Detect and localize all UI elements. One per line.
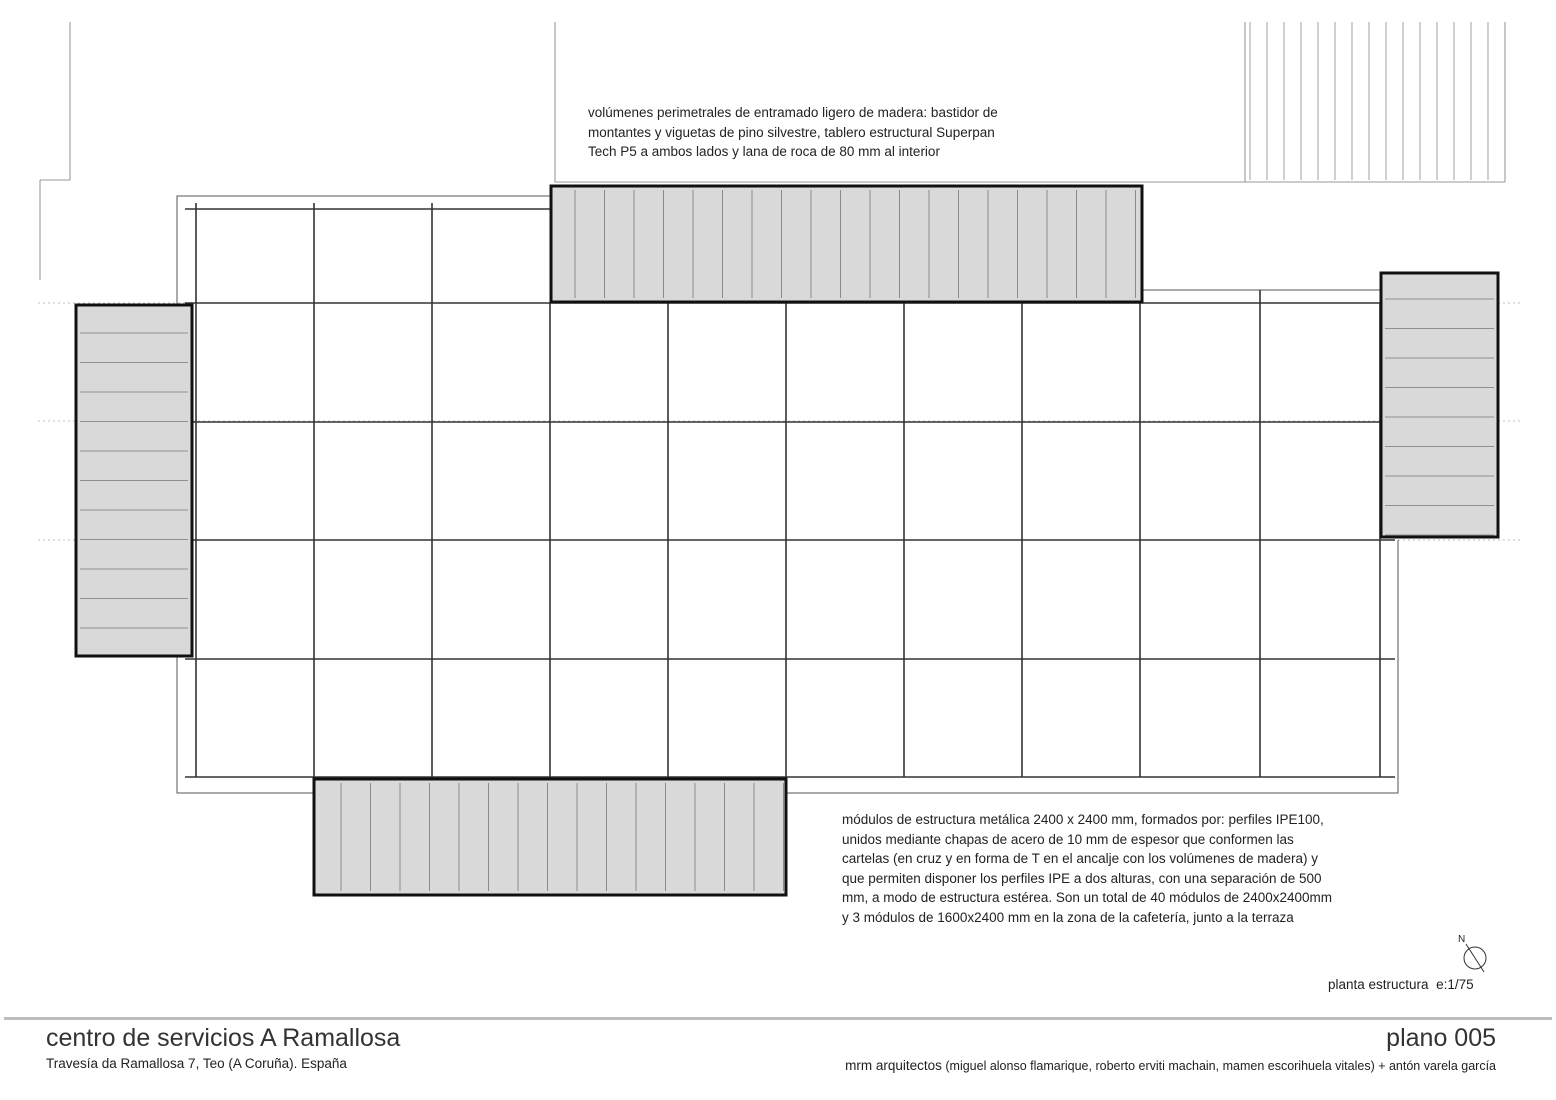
timber-volume-right [1381,273,1498,537]
team-names: (miguel alonso flamarique, roberto erviti machain, mamen escorihuela vitales) + antón varela garcía [945,1059,1496,1073]
credits [845,1058,1496,1073]
note-line: Tech P5 a ambos lados y lana de roca de 80 mm al interior [588,144,940,159]
scale-value: e:1/75 [1436,977,1474,992]
note-line: volúmenes perimetrales de entramado ligero de madera: bastidor de [588,105,998,120]
title-block-divider [4,1017,1552,1020]
note-line: montantes y viguetas de pino silvestre, tablero estructural Superpan [588,124,995,140]
drawing-scale-label [1328,977,1474,992]
note-line: unidos mediante chapas de acero de 10 mm de espesor que conformen las [842,831,1294,847]
sheet-number: plano 005 [1386,1024,1496,1052]
north-arrow [1464,944,1486,972]
note-line: y 3 módulos de 1600x2400 mm en la zona de la cafetería, junto a la terraza [842,909,1294,925]
note-line: módulos de estructura metálica 2400 x 2400 mm, formados por: perfiles IPE100, [842,812,1324,827]
drawing-label: planta estructura [1328,977,1429,992]
note-line: que permiten disponer los perfiles IPE a dos alturas, con una separación de 500 [842,870,1322,886]
site-hatch-lines [1250,22,1488,180]
steel-modules-note [842,810,1332,927]
timber-volume-left [76,305,192,656]
timber-volume-bottom [314,779,786,895]
firm-name: mrm arquitectos [845,1058,942,1073]
note-line: mm, a modo de estructura estérea. Son un total de 40 módulos de 2400x2400mm [842,890,1333,905]
timber-volumes-note [588,103,998,162]
project-address: Travesía da Ramallosa 7, Teo (A Coruña). España [46,1056,347,1071]
project-title: centro de servicios A Ramallosa [46,1024,401,1052]
north-label: N [1458,934,1466,945]
note-line: cartelas (en cruz y en forma de T en el ancalje con los volúmenes de madera) y [842,851,1318,866]
timber-volume-top [551,186,1142,302]
